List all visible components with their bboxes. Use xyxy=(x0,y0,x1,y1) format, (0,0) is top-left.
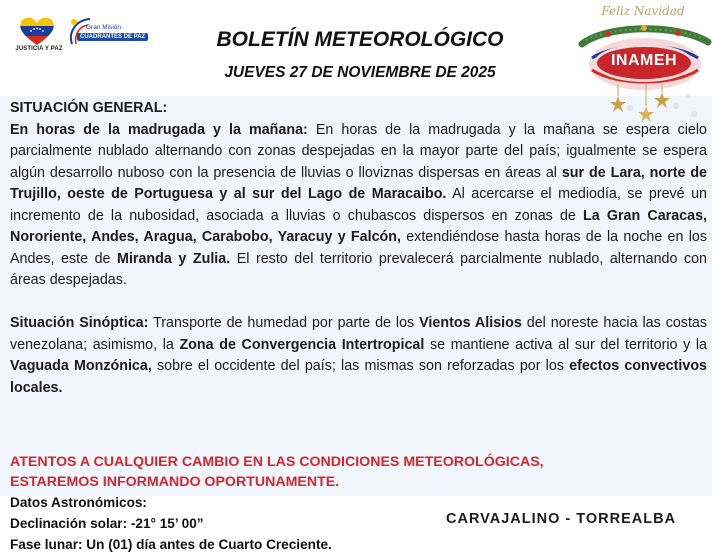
ss-term: Vaguada Monzónica, xyxy=(10,358,152,374)
mision-small-label: Gran Misión xyxy=(86,24,122,31)
sg-region: Miranda y Zulia. xyxy=(117,250,231,267)
cuadrantes-de-paz-logo xyxy=(66,14,148,54)
page-title: BOLETÍN METEOROLÓGICO xyxy=(216,28,504,51)
periodo-label: En horas de la madrugada y la mañana: xyxy=(10,121,308,138)
situacion-general-heading: SITUACIÓN GENERAL: xyxy=(10,100,168,116)
ss-term: Vientos Alisios xyxy=(419,315,522,331)
mision-big-label: CUADRANTES DE PAZ xyxy=(77,33,148,41)
ss-text: sobre el occidente del país; las mismas son reforzadas por los xyxy=(151,358,570,374)
solar-declination: Declinación solar: -21° 15’ 00” xyxy=(10,516,204,531)
astronomical-data xyxy=(10,492,332,555)
sg-region: sur de Lara, norte de Trujillo, oeste de Portuguesa y al sur del Lago de Maracaibo. xyxy=(10,164,707,202)
alert-notice xyxy=(10,452,610,492)
sg-text: En horas de la madrugada y la mañana se espera cielo parcialmente nublado alternando con zonas despejadas en la mayor parte del país; igualmente se espera algún desarrollo nuboso con la presencia de lluvias o lloviznas dispersas en áreas al xyxy=(10,121,707,181)
ss-term: Zona de Convergencia Intertropical xyxy=(179,336,425,353)
ministry-caption: JUSTICIA Y PAZ xyxy=(15,46,63,52)
astronomical-heading: Datos Astronómicos: xyxy=(10,495,147,510)
ministry-logos xyxy=(10,12,150,62)
inameh-wordmark: INAMEH xyxy=(610,52,678,69)
ss-text: del noreste hacia las costas venezolana; asimismo, la xyxy=(10,315,708,353)
moon-phase: Fase lunar: Un (01) día antes de Cuarto Creciente. xyxy=(10,537,332,552)
situacion-sinoptica-paragraph xyxy=(10,313,707,399)
signature: CARVAJALINO - TORREALBA xyxy=(446,511,677,527)
christmas-greeting: Feliz Navidad xyxy=(601,4,685,18)
ss-text: se mantiene activa al sur del territorio y la xyxy=(424,336,708,353)
venezuela-flag-heart-icon xyxy=(18,16,56,46)
bulletin-date: JUEVES 27 DE NOVIEMBRE DE 2025 xyxy=(224,64,496,81)
situacion-general-paragraph xyxy=(10,120,707,292)
bulletin-body xyxy=(10,98,707,421)
ss-term: efectos convectivos locales. xyxy=(10,358,707,396)
sg-text: El resto del territorio prevalecerá parcialmente nublado, alternando con áreas despejadas. xyxy=(10,250,708,288)
ss-text: Transporte de humedad por parte de los xyxy=(148,315,420,331)
alert-line: ESTAREMOS INFORMANDO OPORTUNAMENTE. xyxy=(10,474,340,490)
sg-text: extendiéndose hasta horas de la noche en los Andes, este de xyxy=(10,229,707,267)
alert-line: ATENTOS A CUALQUIER CAMBIO EN LAS CONDICIONES METEOROLÓGICAS, xyxy=(10,454,544,470)
sg-region: La Gran Caracas, Nororiente, Andes, Aragua, Carabobo, Yaracuy y Falcón, xyxy=(10,207,708,245)
situacion-sinoptica-heading: Situación Sinóptica: xyxy=(10,315,149,331)
sg-text: Al acercarse el mediodía, se prevé un incremento de la nubosidad, asociada a lluvias o chubascos dispersos en zonas de xyxy=(10,186,707,224)
